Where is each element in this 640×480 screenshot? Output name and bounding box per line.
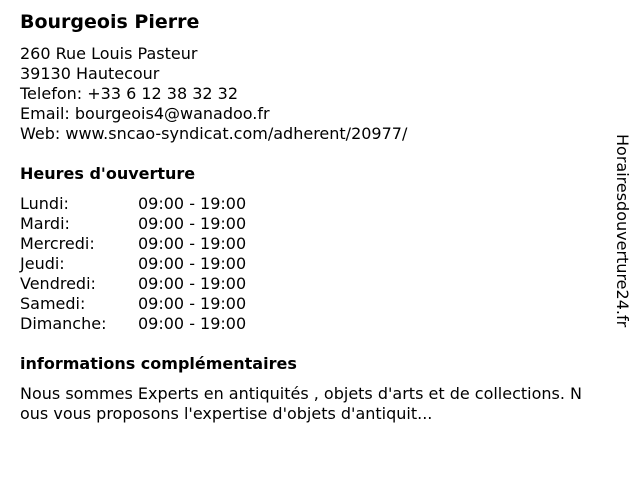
business-name: Bourgeois Pierre: [20, 11, 200, 33]
opening-hours-heading: Heures d'ouverture: [20, 164, 196, 183]
time-range: 09:00 - 19:00: [138, 234, 247, 253]
hours-row-friday: [20, 274, 280, 294]
hours-row-saturday: [20, 294, 280, 314]
day-label: Lundi:: [20, 194, 69, 213]
site-watermark: Horairesdouverture24.fr: [613, 134, 632, 328]
address-city: 39130 Hautecour: [20, 64, 160, 83]
day-label: Mercredi:: [20, 234, 95, 253]
day-label: Samedi:: [20, 294, 86, 313]
contact-block: [20, 44, 407, 144]
time-range: 09:00 - 19:00: [138, 274, 247, 293]
address-street: 260 Rue Louis Pasteur: [20, 44, 198, 63]
phone-line: Telefon: +33 6 12 38 32 32: [20, 84, 239, 103]
day-label: Mardi:: [20, 214, 70, 233]
time-range: 09:00 - 19:00: [138, 314, 247, 333]
time-range: 09:00 - 19:00: [138, 254, 247, 273]
hours-row-monday: [20, 194, 280, 214]
opening-hours-table: [20, 194, 280, 334]
time-range: 09:00 - 19:00: [138, 294, 247, 313]
time-range: 09:00 - 19:00: [138, 214, 247, 233]
hours-row-wednesday: [20, 234, 280, 254]
additional-info-heading: informations complémentaires: [20, 354, 297, 373]
website-line: Web: www.sncao-syndicat.com/adherent/20977/: [20, 124, 408, 143]
hours-row-thursday: [20, 254, 280, 274]
day-label: Jeudi:: [20, 254, 65, 273]
hours-row-sunday: [20, 314, 280, 334]
day-label: Vendredi:: [20, 274, 96, 293]
email-line: Email: bourgeois4@wanadoo.fr: [20, 104, 270, 123]
day-label: Dimanche:: [20, 314, 107, 333]
additional-info-text: Nous sommes Experts en antiquités , objets d'arts et de collections. Nous vous proposons l'expertise d'objets d'antiquit...: [20, 384, 583, 423]
hours-row-tuesday: [20, 214, 280, 234]
time-range: 09:00 - 19:00: [138, 194, 247, 213]
